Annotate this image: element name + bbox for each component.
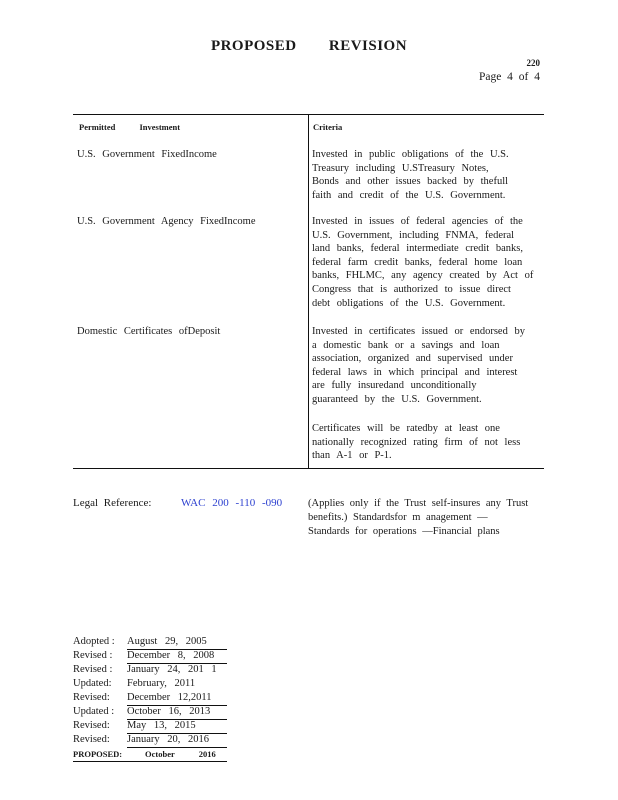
legal-reference-label: Legal Reference: xyxy=(73,497,152,509)
criteria-line: federal laws in which principal and interest xyxy=(312,366,518,378)
criteria-line: Certificates will be ratedby at least one xyxy=(312,423,500,434)
criteria-line: Treasury including U.STreasury Notes, xyxy=(312,162,489,174)
table-row-criteria-extra xyxy=(312,422,537,463)
criteria-line: Congress that is authorized to issue direct xyxy=(312,283,511,295)
table-row-investment: U.S. Government FixedIncome xyxy=(77,149,217,160)
history-date: May 13, 2015 xyxy=(127,720,196,731)
page-number: Page 4 of 4 xyxy=(478,71,540,83)
history-label: Revised : xyxy=(73,664,113,675)
history-label: Updated: xyxy=(73,678,112,689)
criteria-line: guaranteed by the U.S. Government. xyxy=(312,393,482,405)
history-row xyxy=(73,650,233,664)
criteria-line: federal farm credit banks, federal home loan xyxy=(312,256,523,268)
criteria-line: faith and credit of the U.S. Government. xyxy=(312,189,506,201)
document-title: PROPOSED REVISION xyxy=(210,38,408,54)
document-number: 220 xyxy=(526,58,540,68)
criteria-line: than A-1 or P-1. xyxy=(312,450,392,462)
history-date: January 20, 2016 xyxy=(127,734,210,745)
history-row xyxy=(73,664,233,678)
column-header-criteria: Criteria xyxy=(313,122,343,132)
history-row xyxy=(73,720,233,734)
legal-reference-link[interactable]: WAC 200 -110 -090 xyxy=(181,497,283,509)
history-date: October 2016 xyxy=(145,749,216,759)
criteria-line: Invested in certificates issued or endorsed by xyxy=(312,326,525,337)
criteria-line: banks, FHLMC, any agency created by Act of xyxy=(312,270,534,282)
history-underline xyxy=(73,761,227,762)
history-row-proposed xyxy=(73,749,233,763)
table-bottom-rule xyxy=(73,468,544,469)
history-underline xyxy=(127,747,227,748)
legal-text-line: Standards for operations —Financial plans xyxy=(308,526,500,537)
table-row-investment: U.S. Government Agency FixedIncome xyxy=(77,216,256,227)
column-header-permitted-investment xyxy=(79,122,180,132)
history-row xyxy=(73,678,233,692)
criteria-line: Invested in public obligations of the U.S. xyxy=(312,149,509,160)
criteria-line: are fully insuredand unconditionally xyxy=(312,380,477,392)
history-label: Revised : xyxy=(73,650,113,661)
history-row xyxy=(73,692,233,706)
history-date: August 29, 2005 xyxy=(127,636,207,647)
history-label: Adopted : xyxy=(73,636,115,647)
history-row xyxy=(73,636,233,650)
criteria-line: Bonds and other issues backed by thefull xyxy=(312,176,509,188)
criteria-line: Invested in issues of federal agencies of the xyxy=(312,216,523,227)
history-date: December 8, 2008 xyxy=(127,650,215,661)
table-row-criteria xyxy=(312,148,537,202)
table-row-criteria xyxy=(312,215,537,310)
history-row xyxy=(73,706,233,720)
history-label: Updated : xyxy=(73,706,115,717)
legal-text-line: benefits.) Standardsfor m anagement — xyxy=(308,512,488,523)
table-row-criteria xyxy=(312,325,537,407)
table-row-investment: Domestic Certificates ofDeposit xyxy=(77,326,221,337)
criteria-line: nationally recognized rating firm of not less xyxy=(312,436,521,448)
criteria-line: association, organized and supervised under xyxy=(312,353,513,365)
criteria-line: debt obligations of the U.S. Government. xyxy=(312,297,506,309)
permitted-investment-header: Permitted Investment xyxy=(79,122,181,132)
history-date: January 24, 201 1 xyxy=(127,664,217,675)
criteria-line: land banks, federal intermediate credit banks, xyxy=(312,243,523,255)
history-label: Revised: xyxy=(73,720,110,731)
history-date: October 16, 2013 xyxy=(127,706,211,717)
history-date: December 12,2011 xyxy=(127,692,212,703)
history-label: PROPOSED: xyxy=(73,749,123,759)
history-row xyxy=(73,734,233,748)
history-label: Revised: xyxy=(73,692,110,703)
criteria-line: U.S. Government, including FNMA, federal xyxy=(312,229,515,241)
criteria-line: a domestic bank or a savings and loan xyxy=(312,339,500,351)
legal-text-line: (Applies only if the Trust self-insures any Trust xyxy=(308,498,529,509)
table-column-divider xyxy=(308,114,309,468)
history-date: February, 2011 xyxy=(127,678,196,689)
history-label: Revised: xyxy=(73,734,110,745)
legal-reference-text xyxy=(308,497,536,539)
